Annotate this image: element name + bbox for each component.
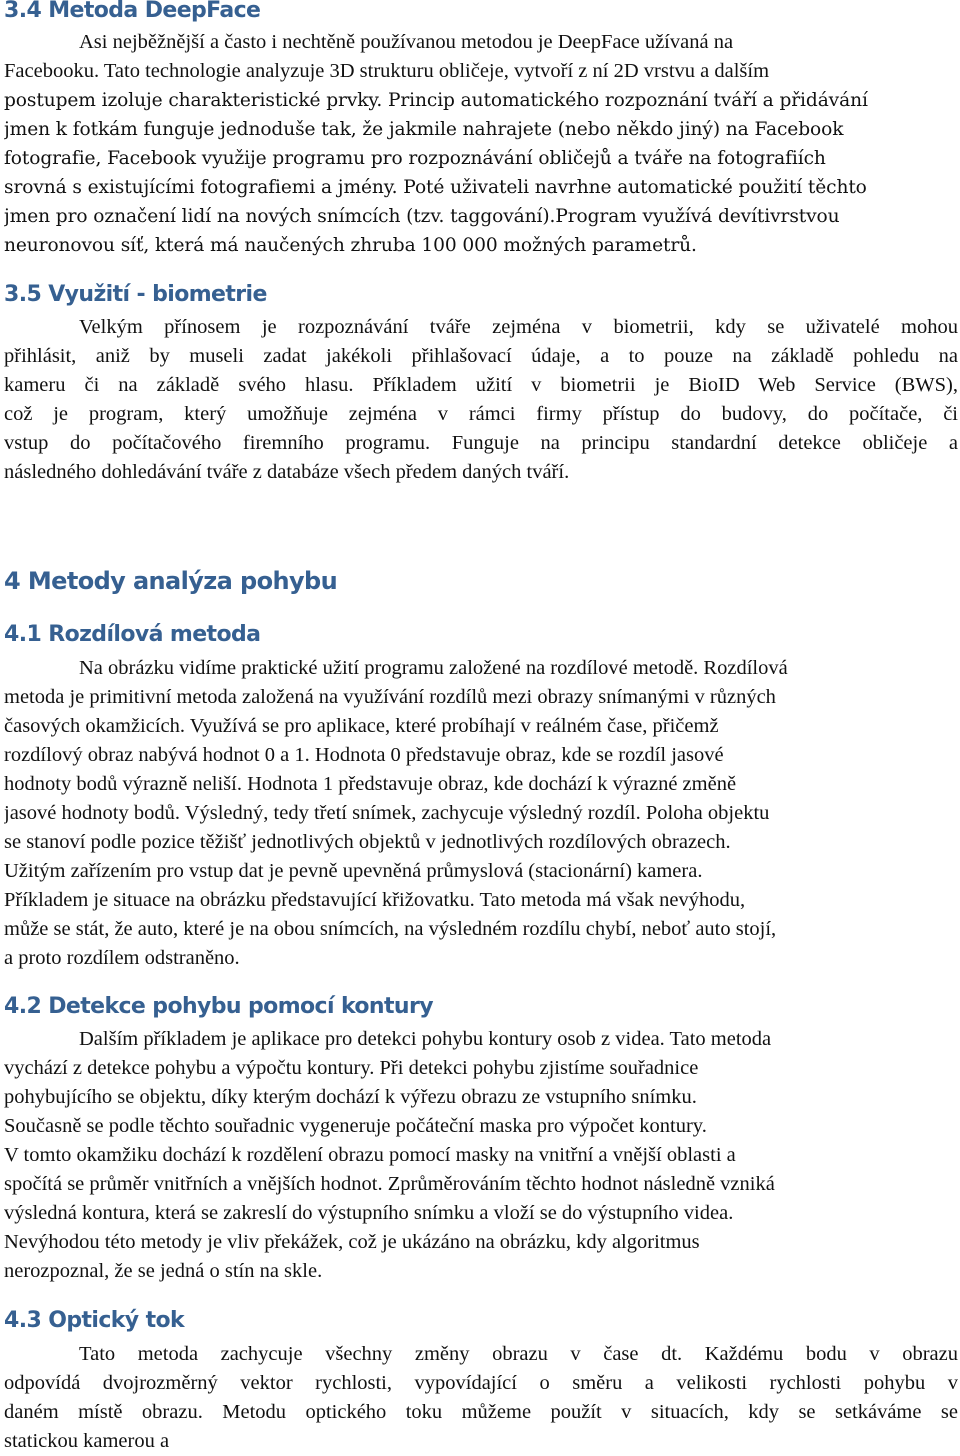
text-line: vychází z detekce pohybu a výpočtu kontury. Při detekci pohybu zjistíme souřadnice [4, 1057, 699, 1079]
text-line: a proto rozdílem odstraněno. [4, 947, 240, 969]
paragraph-rozdilova-metoda [4, 654, 958, 973]
text-line: kameru či na základě svého hlasu. Příkladem užití v biometrii je BioID Web Service (BWS), [4, 374, 958, 396]
text-line: V tomto okamžiku dochází k rozdělení obrazu pomocí masky na vnitřní a vnější oblasti a [4, 1144, 736, 1166]
text-line: Velkým přínosem je rozpoznávání tváře zejména v biometrii, kdy se uživatelé mohou [79, 316, 958, 338]
text-line: časových okamžicích. Využívá se pro aplikace, které probíhají v reálném čase, přičemž [4, 715, 719, 737]
text-line: což je program, který umožňuje zejména v rámci firmy přístup do budovy, do počítače, či [4, 403, 958, 425]
heading-4: 4 Metody analýza pohybu [4, 567, 338, 595]
heading-4-1: 4.1 Rozdílová metoda [4, 622, 261, 647]
text-line: srovná s existujícími fotografiemi a jmény. Poté uživateli navrhne automatické použití těchto [4, 177, 867, 198]
text-line: se stanoví podle pozice těžišť jednotlivých objektů v jednotlivých rozdílových obrazech. [4, 831, 731, 853]
text-line: pohybujícího se objektu, díky kterým dochází k výřezu obrazu ze vstupního snímku. [4, 1086, 697, 1108]
text-line: fotografie, Facebook využije programu pro rozpoznávání obličejů a tváře na fotografiích [4, 148, 826, 169]
text-line: odpovídá dvojrozměrný vektor rychlosti, vypovídající o směru a velikosti rychlosti pohybu v [4, 1372, 958, 1394]
text-line: vstup do počítačového firemního programu. Funguje na principu standardní detekce obličeje a [4, 432, 958, 454]
text-line: Na obrázku vidíme praktické užití programu založené na rozdílové metodě. Rozdílová [79, 657, 788, 679]
paragraph-opticky-tok [4, 1340, 958, 1456]
text-line: hodnoty bodů výrazně neliší. Hodnota 1 představuje obraz, kde dochází k výrazné změně [4, 773, 737, 795]
text-line: jasové hodnoty bodů. Výsledný, tedy třetí snímek, zachycuje výsledný rozdíl. Poloha objektu [4, 802, 770, 824]
paragraph-detekce-kontury [4, 1025, 958, 1286]
text-line: následného dohledávání tváře z databáze všech předem daných tváří. [4, 461, 570, 483]
heading-3-5: 3.5 Využití - biometrie [4, 282, 267, 307]
text-line: spočítá se průměr vnitřních a vnějších hodnot. Zprůměrováním těchto hodnot následně vzniká [4, 1173, 775, 1195]
text-line: postupem izoluje charakteristické prvky. Princip automatického rozpoznání tváří a přidávání [4, 90, 868, 111]
text-line: přihlásit, aniž by museli zadat jakékoli přihlašovací údaje, a to pouze na základě pohledu na [4, 345, 958, 367]
text-line: daném místě obrazu. Metodu optického toku můžeme použít v situacích, kdy se setkáváme se [4, 1401, 958, 1423]
text-line: nerozpoznal, že se jedná o stín na skle. [4, 1260, 323, 1282]
paragraph-deepface [4, 28, 958, 260]
text-line: Dalším příkladem je aplikace pro detekci pohybu kontury osob z videa. Tato metoda [79, 1028, 772, 1050]
text-line: výsledná kontura, která se zakreslí do výstupního snímku a vloží se do výstupního videa. [4, 1202, 734, 1224]
text-line: jmen k fotkám funguje jednoduše tak, že jakmile nahrajete (nebo někdo jiný) na Facebook [4, 119, 844, 140]
text-line: může se stát, že auto, které je na obou snímcích, na výsledném rozdílu chybí, neboť auto stojí, [4, 918, 777, 940]
text-line: metoda je primitivní metoda založená na využívání rozdílů mezi obrazy snímanými v různých [4, 686, 776, 708]
text-line: neuronovou síť, která má naučených zhruba 100 000 možných parametrů. [4, 235, 697, 256]
text-line: Nevýhodou této metody je vliv překážek, což je ukázáno na obrázku, kdy algoritmus [4, 1231, 700, 1253]
text-line: Tato metoda zachycuje všechny změny obrazu v čase dt. Každému bodu v obrazu [79, 1343, 958, 1365]
heading-4-3: 4.3 Optický tok [4, 1308, 185, 1333]
text-line: jmen pro označení lidí na nových snímcích (tzv. taggování).Program využívá devítivrstvou [4, 206, 840, 227]
text-line: statickou kamerou a [4, 1430, 170, 1452]
paragraph-biometrie [4, 313, 958, 487]
heading-3-4: 3.4 Metoda DeepFace [4, 0, 261, 23]
text-line: Facebooku. Tato technologie analyzuje 3D strukturu obličeje, vytvoří z ní 2D vrstvu a dalším [4, 60, 770, 82]
text-line: Příkladem je situace na obrázku představující křižovatku. Tato metoda má však nevýhodu, [4, 889, 746, 911]
heading-4-2: 4.2 Detekce pohybu pomocí kontury [4, 994, 433, 1019]
text-line: Asi nejběžnější a často i nechtěně používanou metodou je DeepFace užívaná na [79, 31, 734, 53]
text-line: Současně se podle těchto souřadnic vygeneruje počáteční maska pro výpočet kontury. [4, 1115, 707, 1137]
text-line: Užitým zařízením pro vstup dat je pevně upevněná průmyslová (stacionární) kamera. [4, 860, 703, 882]
text-line: rozdílový obraz nabývá hodnot 0 a 1. Hodnota 0 představuje obraz, kde se rozdíl jasové [4, 744, 724, 766]
